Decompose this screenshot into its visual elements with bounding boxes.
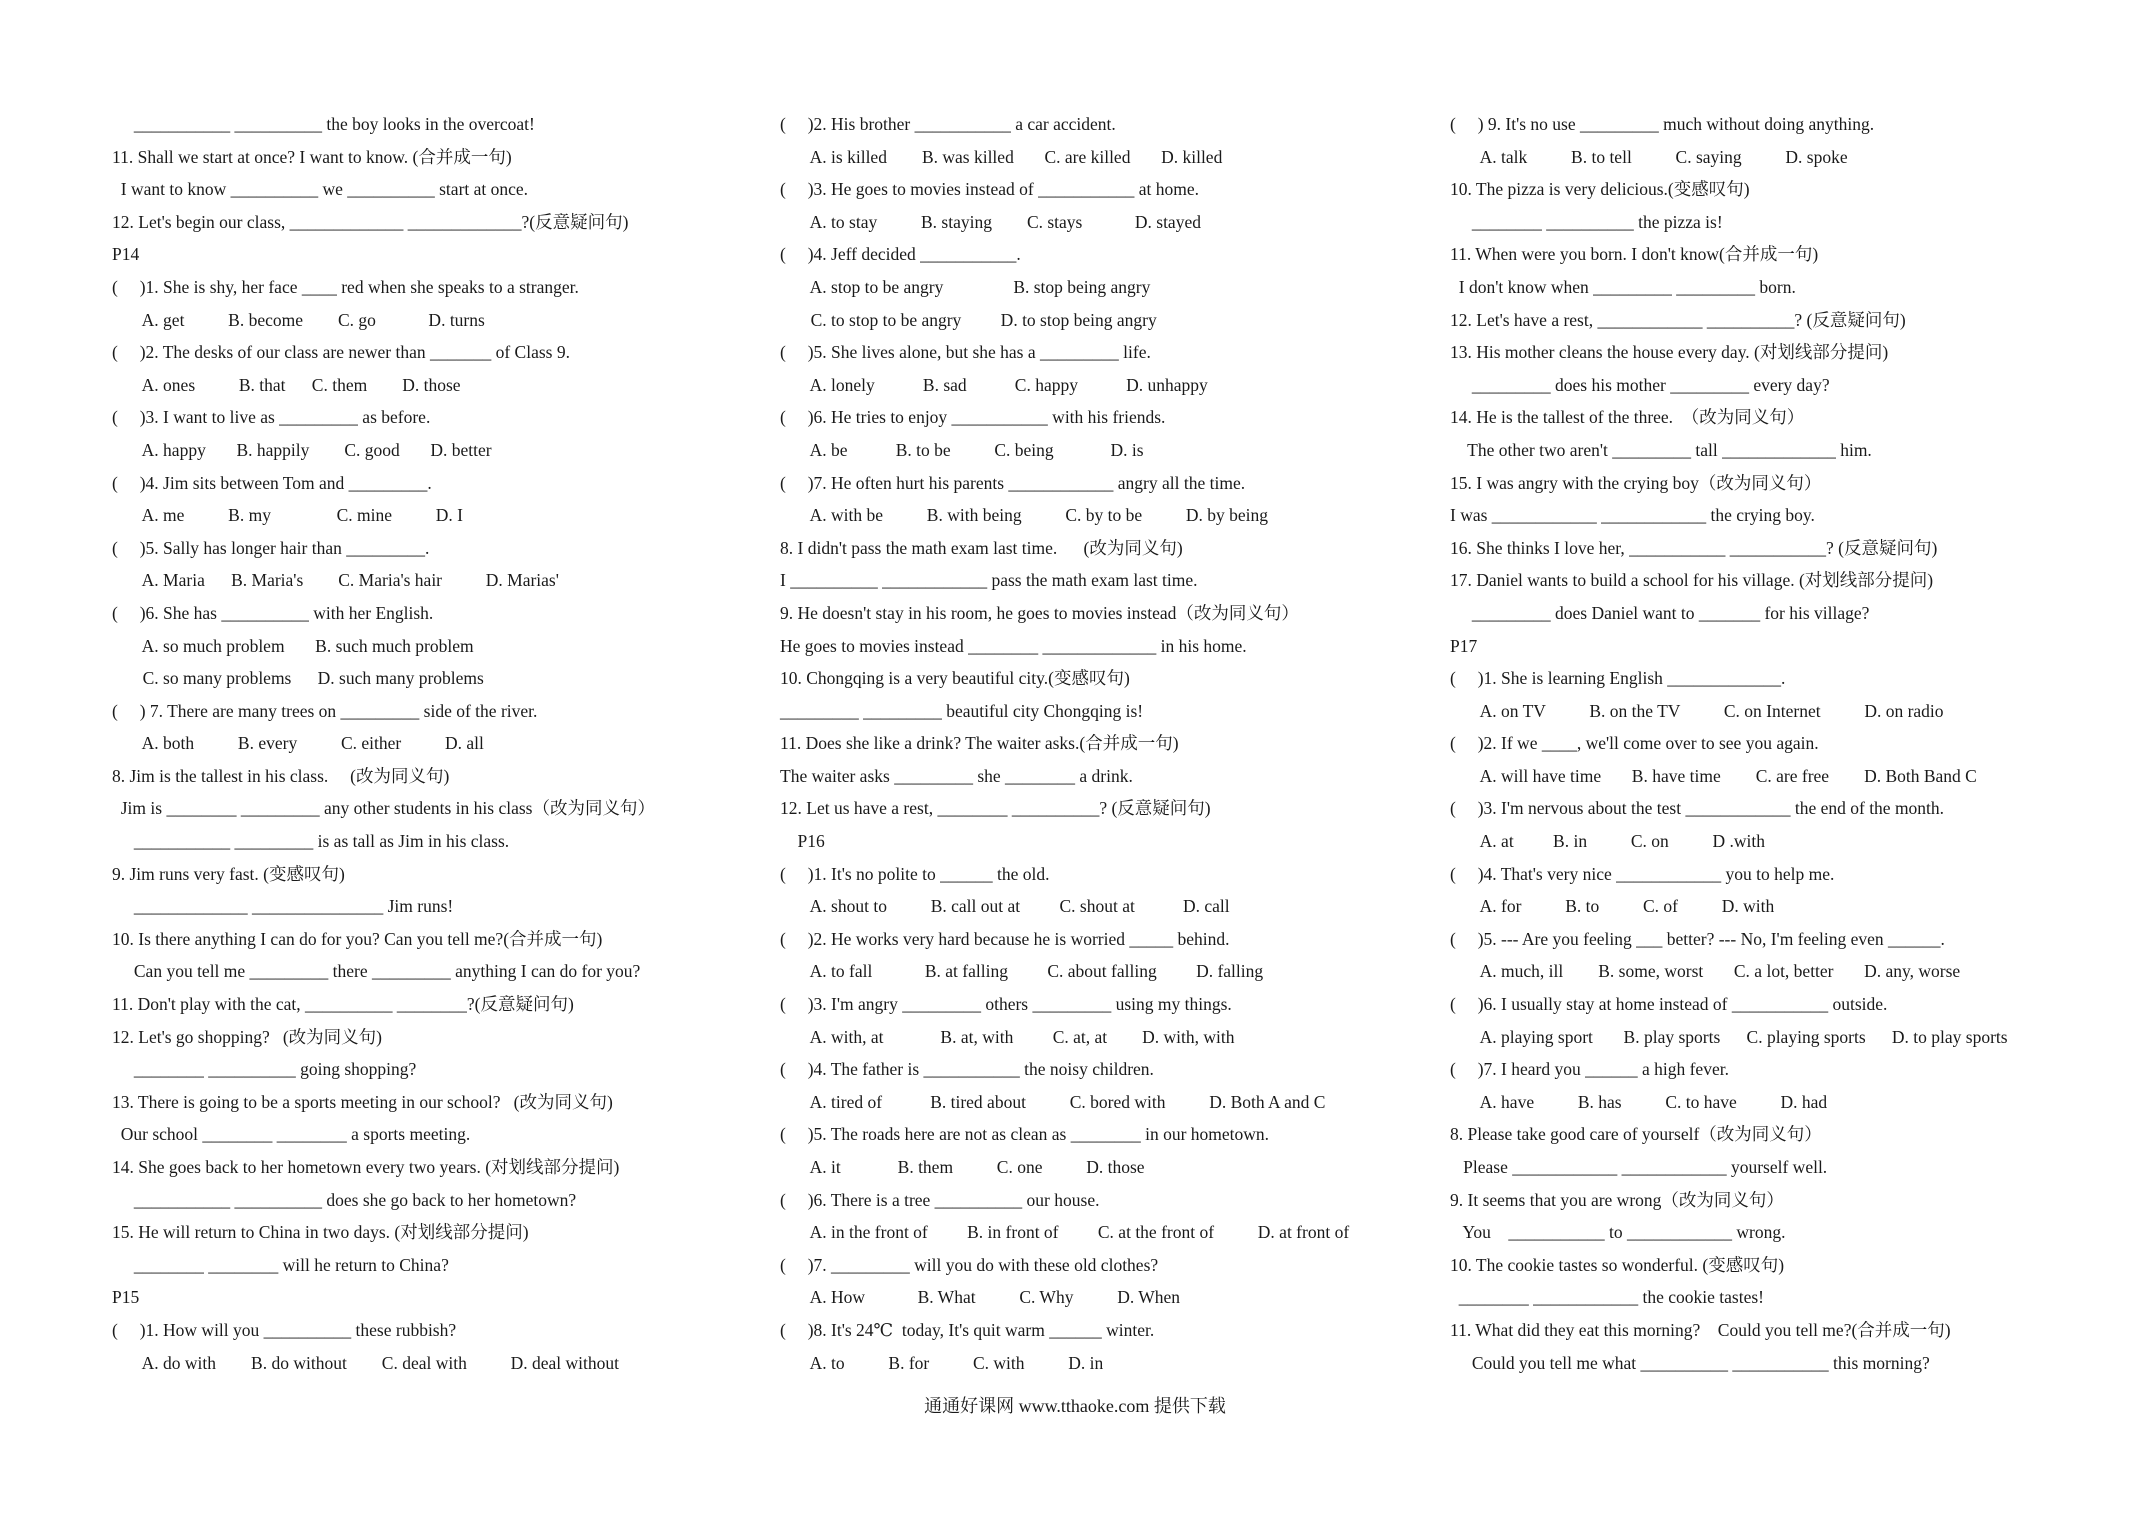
text-line: 13. His mother cleans the house every day. (对划线部分提问)	[1450, 342, 1889, 363]
text-line: 17. Daniel wants to build a school for his village. (对划线部分提问)	[1450, 570, 1934, 591]
text-line: 11. Don't play with the cat, __________ ________?(反意疑问句)	[112, 994, 574, 1015]
text-line: 8. Please take good care of yourself（改为同义句）	[1450, 1124, 1822, 1145]
text-line: ( )3. I'm angry _________ others _________ using my things.	[780, 994, 1232, 1015]
text-line: A. get B. become C. go D. turns	[112, 309, 485, 330]
text-line: A. is killed B. was killed C. are killed D. killed	[780, 146, 1223, 167]
text-line: He goes to movies instead ________ _____________ in his home.	[780, 635, 1247, 656]
text-line: Our school ________ ________ a sports meeting.	[112, 1124, 471, 1145]
text-line: 10. Is there anything I can do for you? Can you tell me?(合并成一句)	[112, 928, 603, 949]
text-line: ( )5. --- Are you feeling ___ better? --- No, I'm feeling even ______.	[1450, 928, 1945, 949]
text-line: ________ __________ going shopping?	[112, 1059, 417, 1080]
text-line: A. with, at B. at, with C. at, at D. with, with	[780, 1026, 1235, 1047]
text-line: ( )6. There is a tree __________ our house.	[780, 1189, 1100, 1210]
text-line: ( )7. _________ will you do with these old clothes?	[780, 1254, 1159, 1275]
text-line: 15. He will return to China in two days. (对划线部分提问)	[112, 1222, 529, 1243]
text-line: Could you tell me what __________ ___________ this morning?	[1450, 1352, 1930, 1373]
text-line: The other two aren't _________ tall _____________ him.	[1450, 439, 1872, 460]
text-line: ( )6. I usually stay at home instead of ___________ outside.	[1450, 994, 1888, 1015]
text-line: 11. Does she like a drink? The waiter asks.(合并成一句)	[780, 733, 1179, 754]
column-right	[1450, 108, 2110, 1379]
text-line: 10. The cookie tastes so wonderful. (变感叹句)	[1450, 1254, 1785, 1275]
text-line: ________ __________ the pizza is!	[1450, 211, 1723, 232]
text-line: A. for B. to C. of D. with	[1450, 896, 1775, 917]
text-line: 14. She goes back to her hometown every two years. (对划线部分提问)	[112, 1157, 620, 1177]
text-line: Jim is ________ _________ any other students in his class（改为同义句）	[112, 798, 655, 819]
text-line: _____________ _______________ Jim runs!	[112, 896, 454, 917]
text-line: ( )3. He goes to movies instead of ___________ at home.	[780, 179, 1199, 200]
text-line: P17	[1450, 635, 1478, 656]
text-line: _________ _________ beautiful city Chongqing is!	[780, 700, 1144, 721]
text-line: ( ) 7. There are many trees on _________ side of the river.	[112, 700, 538, 721]
text-line: ( )2. The desks of our class are newer than _______ of Class 9.	[112, 342, 570, 363]
text-line: 10. Chongqing is a very beautiful city.(变感叹句)	[780, 668, 1130, 689]
text-line: ( )2. If we ____, we'll come over to see you again.	[1450, 733, 1819, 754]
text-line: A. playing sport B. play sports C. playing sports D. to play sports	[1450, 1026, 2008, 1047]
text-line: 9. Jim runs very fast. (变感叹句)	[112, 863, 345, 884]
text-line: 16. She thinks I love her, ___________ ___________? (反意疑问句)	[1450, 537, 1938, 558]
text-line: 9. He doesn't stay in his room, he goes to movies instead（改为同义句）	[780, 602, 1299, 623]
text-line: A. at B. in C. on D .with	[1450, 831, 1766, 852]
text-line: I want to know __________ we __________ start at once.	[112, 179, 529, 200]
footer-source: 通通好课网 www.tthaoke.com 提供下载	[924, 1396, 1226, 1416]
text-line: 12. Let's have a rest, ____________ __________? (反意疑问句)	[1450, 309, 1906, 330]
text-line: A. it B. them C. one D. those	[780, 1157, 1145, 1177]
text-line: ( )4. Jeff decided ___________.	[780, 244, 1021, 265]
text-line: A. in the front of B. in front of C. at the front of D. at front of	[780, 1222, 1350, 1243]
text-line: ( )8. It's 24℃ today, It's quit warm ______ winter.	[780, 1319, 1155, 1340]
text-line: A. talk B. to tell C. saying D. spoke	[1450, 146, 1848, 167]
text-line: ( )6. He tries to enjoy ___________ with his friends.	[780, 407, 1166, 428]
text-line: ___________ __________ does she go back to her hometown?	[112, 1189, 577, 1210]
text-line: P14	[112, 244, 140, 265]
text-line: ___________ _________ is as tall as Jim in his class.	[112, 831, 510, 852]
text-line: ( )1. How will you __________ these rubbish?	[112, 1319, 457, 1340]
text-line: 8. I didn't pass the math exam last time. (改为同义句)	[780, 537, 1183, 558]
text-line: ( )5. She lives alone, but she has a _________ life.	[780, 342, 1151, 363]
text-line: A. lonely B. sad C. happy D. unhappy	[780, 374, 1208, 395]
text-line: 8. Jim is the tallest in his class. (改为同义句)	[112, 765, 450, 786]
text-line: A. shout to B. call out at C. shout at D. call	[780, 896, 1230, 917]
text-line: ( )3. I want to live as _________ as before.	[112, 407, 431, 428]
text-line: P16	[780, 831, 825, 852]
text-line: ( )2. He works very hard because he is worried _____ behind.	[780, 928, 1230, 949]
text-line: ( )4. That's very nice ____________ you to help me.	[1450, 863, 1835, 884]
column-left	[112, 108, 712, 1379]
text-line: Please ____________ ____________ yourself well.	[1450, 1157, 1828, 1177]
text-line: 12. Let's go shopping? (改为同义句)	[112, 1026, 383, 1047]
text-line: 15. I was angry with the crying boy（改为同义句）	[1450, 472, 1822, 493]
text-line: C. to stop to be angry D. to stop being angry	[780, 309, 1157, 330]
text-line: 9. It seems that you are wrong（改为同义句）	[1450, 1189, 1784, 1210]
text-line: A. on TV B. on the TV C. on Internet D. on radio	[1450, 700, 1944, 721]
text-line: ( )5. Sally has longer hair than _________.	[112, 537, 430, 558]
text-line: A. both B. every C. either D. all	[112, 733, 484, 754]
text-line: I __________ ____________ pass the math exam last time.	[780, 570, 1198, 591]
text-line: A. so much problem B. such much problem	[112, 635, 474, 656]
text-line: A. Maria B. Maria's C. Maria's hair D. Marias'	[112, 570, 559, 591]
text-line: P15	[112, 1287, 140, 1308]
text-line: ( )3. I'm nervous about the test ____________ the end of the month.	[1450, 798, 1945, 819]
text-line: 12. Let's begin our class, _____________ _____________?(反意疑问句)	[112, 211, 629, 232]
text-line: ( )1. It's no polite to ______ the old.	[780, 863, 1050, 884]
text-line: A. ones B. that C. them D. those	[112, 374, 461, 395]
text-line: A. me B. my C. mine D. I	[112, 505, 463, 526]
text-line: A. to stay B. staying C. stays D. stayed	[780, 211, 1201, 232]
text-line: A. have B. has C. to have D. had	[1450, 1091, 1828, 1112]
text-line: 10. The pizza is very delicious.(变感叹句)	[1450, 179, 1750, 200]
text-line: 11. When were you born. I don't know(合并成一句)	[1450, 244, 1819, 265]
text-line: 14. He is the tallest of the three. （改为同义句）	[1450, 407, 1805, 428]
text-line: 13. There is going to be a sports meeting in our school? (改为同义句)	[112, 1091, 613, 1112]
text-line: ________ ____________ the cookie tastes!	[1450, 1287, 1764, 1308]
text-line: A. do with B. do without C. deal with D. deal without	[112, 1352, 619, 1373]
text-line: A. to fall B. at falling C. about falling D. falling	[780, 961, 1264, 982]
text-line: A. tired of B. tired about C. bored with D. Both A and C	[780, 1091, 1326, 1112]
text-line: A. be B. to be C. being D. is	[780, 439, 1144, 460]
text-line: A. stop to be angry B. stop being angry	[780, 276, 1151, 297]
text-line: I was ____________ ____________ the crying boy.	[1450, 505, 1815, 526]
text-line: ( )4. The father is ___________ the noisy children.	[780, 1059, 1154, 1080]
text-line: 11. Shall we start at once? I want to know. (合并成一句)	[112, 146, 512, 167]
text-line: C. so many problems D. such many problems	[112, 668, 484, 689]
text-line: ________ ________ will he return to China?	[112, 1254, 449, 1275]
text-line: A. will have time B. have time C. are free D. Both Band C	[1450, 765, 1977, 786]
text-line: ( )7. He often hurt his parents ____________ angry all the time.	[780, 472, 1246, 493]
text-line: A. to B. for C. with D. in	[780, 1352, 1104, 1373]
text-line: ( )5. The roads here are not as clean as ________ in our hometown.	[780, 1124, 1270, 1145]
text-line: ( )7. I heard you ______ a high fever.	[1450, 1059, 1729, 1080]
text-line: Can you tell me _________ there _________ anything I can do for you?	[112, 961, 641, 982]
text-line: ( )6. She has __________ with her English.	[112, 602, 434, 623]
text-line: ___________ __________ the boy looks in the overcoat!	[112, 114, 535, 134]
text-line: _________ does Daniel want to _______ for his village?	[1450, 602, 1870, 623]
text-line: A. How B. What C. Why D. When	[780, 1287, 1181, 1308]
text-line: ( )2. His brother ___________ a car accident.	[780, 114, 1116, 134]
text-line: _________ does his mother _________ every day?	[1450, 374, 1830, 395]
text-line: 11. What did they eat this morning? Could you tell me?(合并成一句)	[1450, 1319, 1951, 1340]
text-line: ( )1. She is learning English _____________.	[1450, 668, 1786, 689]
text-line: I don't know when _________ _________ born.	[1450, 276, 1796, 297]
text-line: The waiter asks _________ she ________ a drink.	[780, 765, 1133, 786]
column-middle	[780, 108, 1420, 1379]
text-line: A. much, ill B. some, worst C. a lot, better D. any, worse	[1450, 961, 1961, 982]
text-line: A. happy B. happily C. good D. better	[112, 439, 492, 460]
text-line: ( )4. Jim sits between Tom and _________.	[112, 472, 432, 493]
text-line: ( ) 9. It's no use _________ much without doing anything.	[1450, 114, 1875, 134]
text-line: 12. Let us have a rest, ________ __________? (反意疑问句)	[780, 798, 1211, 819]
text-line: ( )1. She is shy, her face ____ red when she speaks to a stranger.	[112, 276, 579, 297]
text-line: A. with be B. with being C. by to be D. by being	[780, 505, 1269, 526]
text-line: You ___________ to ____________ wrong.	[1450, 1222, 1786, 1243]
